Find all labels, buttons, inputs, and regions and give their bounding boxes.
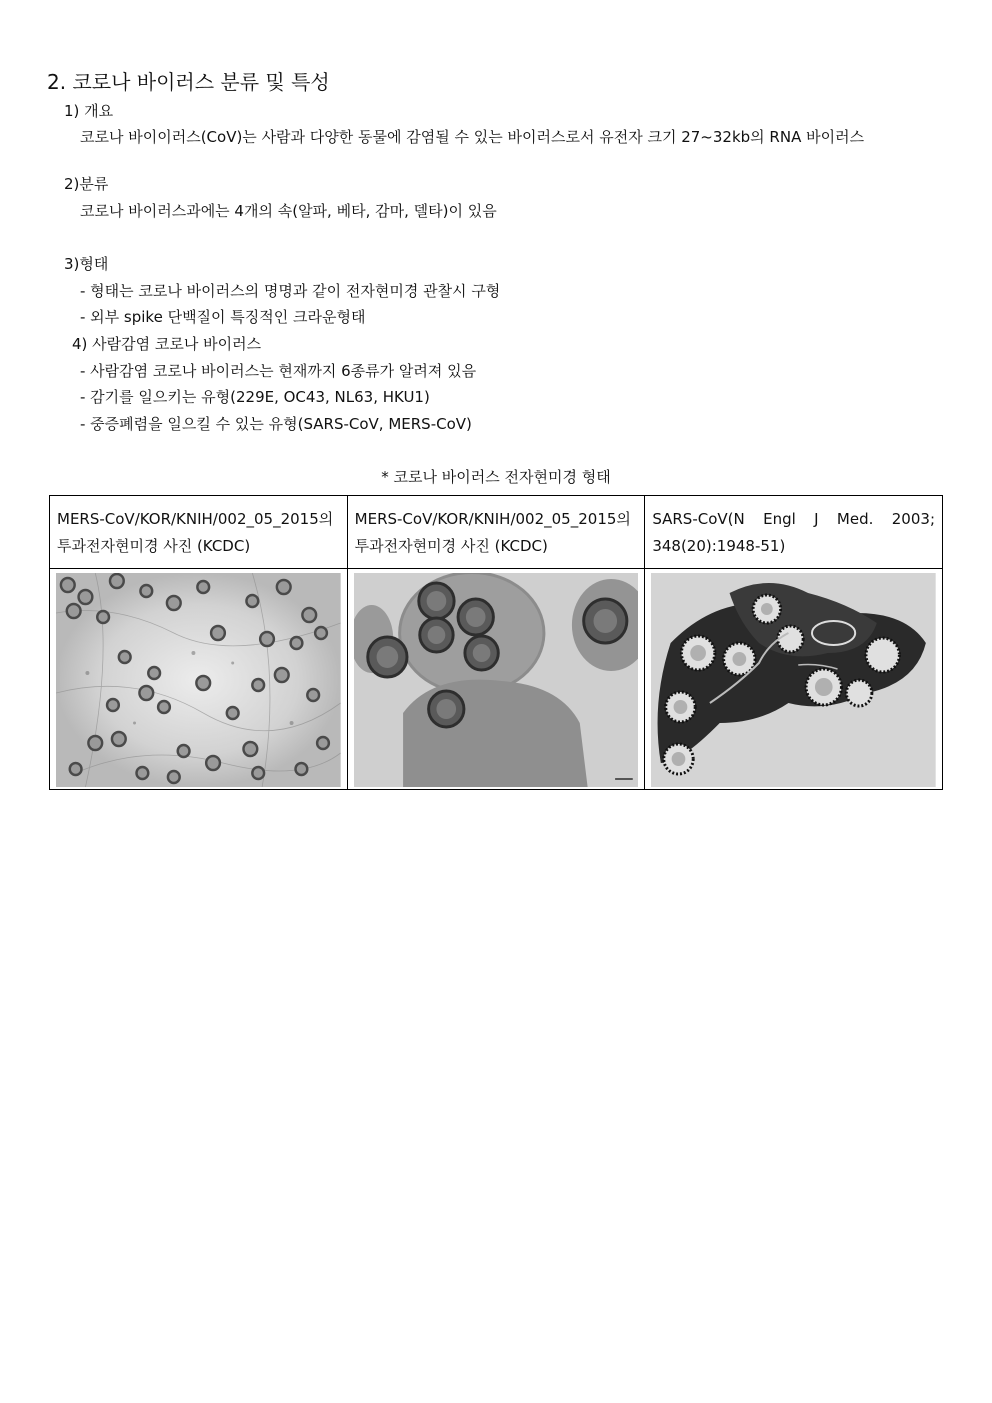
section-title: 2. 코로나 바이러스 분류 및 특성 bbox=[47, 70, 330, 94]
image-cell-mers-1 bbox=[50, 569, 348, 790]
classification-text: 코로나 바이러스과에는 4개의 속(알파, 베타, 감마, 델타)이 있음 bbox=[80, 202, 497, 220]
caption-cell-sars: SARS-CoV(N Engl J Med. 2003; 348(20):1948-51) bbox=[645, 496, 943, 569]
morphology-heading: 3)형태 bbox=[64, 255, 109, 273]
caption-cell-mers-1: MERS-CoV/KOR/KNIH/002_05_2015의 투과전자현미경 사진 (KCDC) bbox=[50, 496, 348, 569]
human-item: - 감기를 일으키는 유형(229E, OC43, NL63, HKU1) bbox=[80, 388, 430, 406]
image-cell-mers-2 bbox=[347, 569, 645, 790]
morphology-item: - 외부 spike 단백질이 특징적인 크라운형태 bbox=[80, 308, 366, 326]
em-photo-mers-closeup bbox=[354, 573, 639, 787]
classification-heading: 2)분류 bbox=[64, 175, 109, 193]
image-cell-sars bbox=[645, 569, 943, 790]
caption-cell-mers-2: MERS-CoV/KOR/KNIH/002_05_2015의 투과전자현미경 사진 (KCDC) bbox=[347, 496, 645, 569]
em-photo-sars bbox=[651, 573, 936, 787]
human-item: - 사람감염 코로나 바이러스는 현재까지 6종류가 알려져 있음 bbox=[80, 362, 477, 380]
overview-text: 코로나 바이이러스(CoV)는 사람과 다양한 동물에 감염될 수 있는 바이러스로서 유전자 크기 27~32kb의 RNA 바이러스 bbox=[80, 128, 865, 146]
em-image-table bbox=[49, 495, 943, 790]
figure-caption: * 코로나 바이러스 전자현미경 형태 bbox=[381, 468, 611, 486]
overview-heading: 1) 개요 bbox=[64, 102, 114, 120]
human-item: - 중증폐렴을 일으킬 수 있는 유형(SARS-CoV, MERS-CoV) bbox=[80, 415, 472, 433]
human-heading: 4) 사람감염 코로나 바이러스 bbox=[72, 335, 262, 353]
morphology-item: - 형태는 코로나 바이러스의 명명과 같이 전자현미경 관찰시 구형 bbox=[80, 282, 501, 300]
em-photo-mers-overview bbox=[56, 573, 341, 787]
